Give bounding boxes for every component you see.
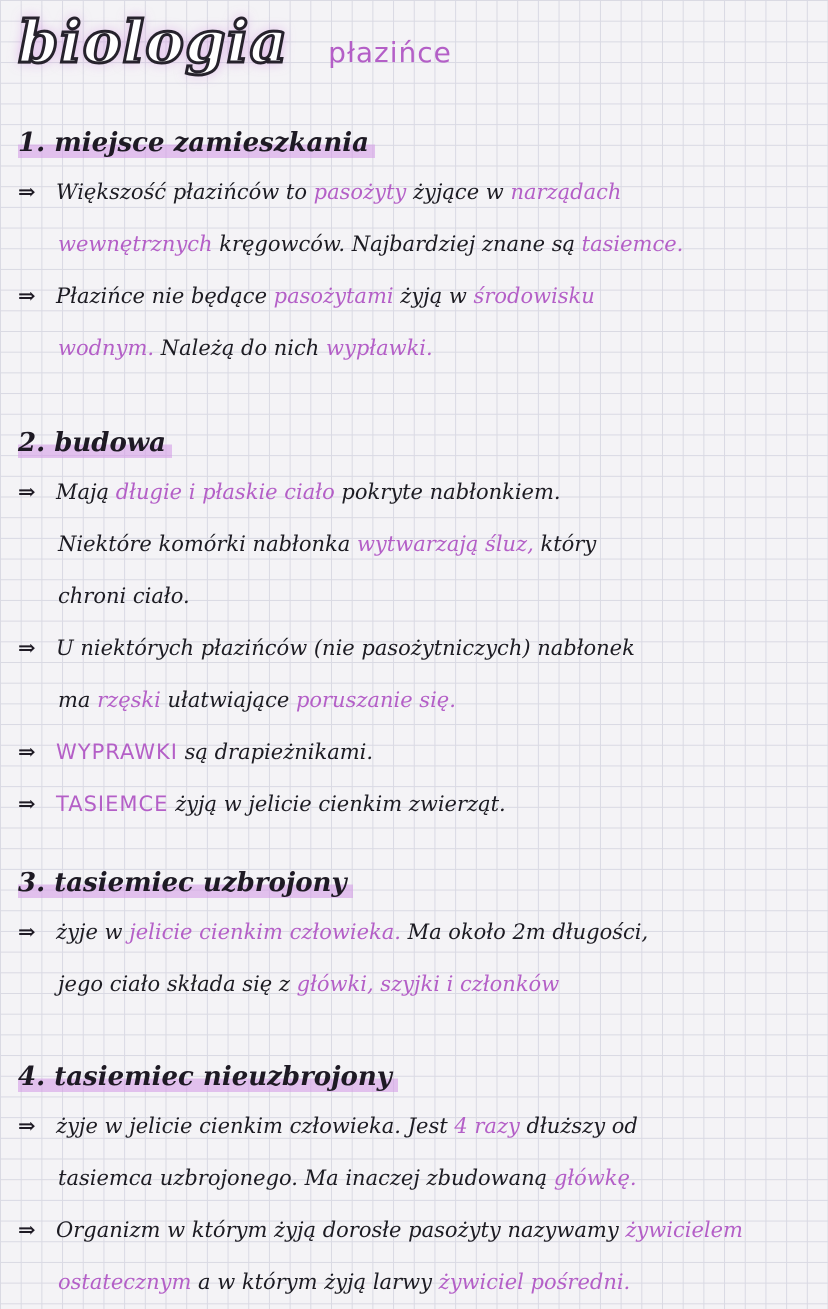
text: żyje w jelicie cienkim człowieka. Jest [56, 1114, 455, 1138]
bullet [18, 906, 818, 1010]
text: kręgowców. Najbardziej znane są [212, 232, 582, 256]
text-line [18, 958, 818, 1010]
highlight: tasiemce. [581, 232, 684, 256]
arrow-icon: ⇒ [18, 1113, 36, 1138]
highlight: środowisku [473, 284, 595, 308]
bullet [18, 1204, 818, 1308]
text: Należą do nich [154, 336, 326, 360]
bullet [18, 778, 818, 830]
bullet [18, 622, 818, 726]
title-row [18, 8, 452, 76]
text-line [18, 218, 818, 270]
text-line [18, 1204, 818, 1256]
highlight: narządach [510, 180, 622, 204]
text: pokryte nabłonkiem. [334, 480, 561, 504]
text-line [18, 570, 818, 622]
highlight: TASIEMCE [56, 792, 169, 816]
highlight: rzęski [97, 688, 161, 712]
text-line [18, 518, 818, 570]
highlight: poruszanie się. [295, 688, 456, 712]
text: ma [58, 688, 98, 712]
text-line [18, 622, 818, 674]
text: Mają [56, 480, 116, 504]
section-unarmed-tapeworm [18, 1062, 818, 1308]
arrow-icon: ⇒ [18, 179, 36, 204]
arrow-icon: ⇒ [18, 739, 36, 764]
highlight: WYPRAWKI [56, 740, 178, 764]
bullet [18, 466, 818, 622]
highlight: długie i płaskie ciało [115, 480, 335, 504]
text: a w którym żyją larwy [191, 1270, 439, 1294]
highlight: pasożytami [273, 284, 394, 308]
bullet [18, 726, 818, 778]
text-line [18, 1152, 818, 1204]
bullet [18, 1100, 818, 1204]
text-line [18, 270, 818, 322]
page-subtitle: płazińce [328, 36, 452, 69]
text: żyjące w [406, 180, 511, 204]
section-habitat [18, 128, 818, 374]
highlight: wodnym. [58, 336, 155, 360]
highlight: wypławki. [325, 336, 433, 360]
text-line [18, 322, 818, 374]
text: tasiemca uzbrojonego. Ma inaczej zbudowaną [58, 1166, 554, 1190]
text: żyją w [393, 284, 474, 308]
text-line [18, 1100, 818, 1152]
text: żyją w jelicie cienkim zwierząt. [168, 792, 506, 816]
highlight: główkę. [553, 1166, 637, 1190]
highlight: wytwarzają śluz, [356, 532, 534, 556]
text: są drapieżnikami. [177, 740, 374, 764]
arrow-icon: ⇒ [18, 791, 36, 816]
arrow-icon: ⇒ [18, 919, 36, 944]
text: chroni ciało. [58, 584, 190, 608]
section-heading: 3. tasiemiec uzbrojony [18, 868, 353, 898]
bullet [18, 270, 818, 374]
text: jego ciało składa się z [58, 972, 297, 996]
highlight: wewnętrznych [58, 232, 213, 256]
highlight: pasożyty [313, 180, 407, 204]
text-line [18, 726, 818, 778]
text-line [18, 1256, 818, 1308]
text: Większość płazińców to [56, 180, 314, 204]
text-line [18, 778, 818, 830]
text-line [18, 466, 818, 518]
text: Płazińce nie będące [56, 284, 274, 308]
section-heading: 2. budowa [18, 428, 172, 458]
text: Niektóre komórki nabłonka [58, 532, 357, 556]
text: ułatwiające [160, 688, 296, 712]
highlight: żywicielem [625, 1218, 743, 1242]
text-line [18, 674, 818, 726]
text: U niektórych płazińców (nie pasożytniczych) nabłonek [56, 636, 635, 660]
highlight: jelicie cienkim człowieka. [129, 920, 401, 944]
section-armed-tapeworm [18, 868, 818, 1010]
text: dłuższy od [519, 1114, 638, 1138]
arrow-icon: ⇒ [18, 283, 36, 308]
text: który [533, 532, 597, 556]
text: Organizm w którym żyją dorosłe pasożyty nazywamy [56, 1218, 626, 1242]
bullet [18, 166, 818, 270]
section-structure [18, 428, 818, 830]
page-title: biologia [18, 8, 289, 76]
highlight: 4 razy [454, 1114, 520, 1138]
arrow-icon: ⇒ [18, 635, 36, 660]
arrow-icon: ⇒ [18, 1217, 36, 1242]
highlight: główki, szyjki i członków [296, 972, 560, 996]
section-heading: 1. miejsce zamieszkania [18, 128, 375, 158]
highlight: żywiciel pośredni. [438, 1270, 631, 1294]
arrow-icon: ⇒ [18, 479, 36, 504]
text: żyje w [56, 920, 130, 944]
text: Ma około 2m długości, [400, 920, 649, 944]
text-line [18, 906, 818, 958]
text-line [18, 166, 818, 218]
highlight: ostatecznym [58, 1270, 192, 1294]
section-heading: 4. tasiemiec nieuzbrojony [18, 1062, 398, 1092]
